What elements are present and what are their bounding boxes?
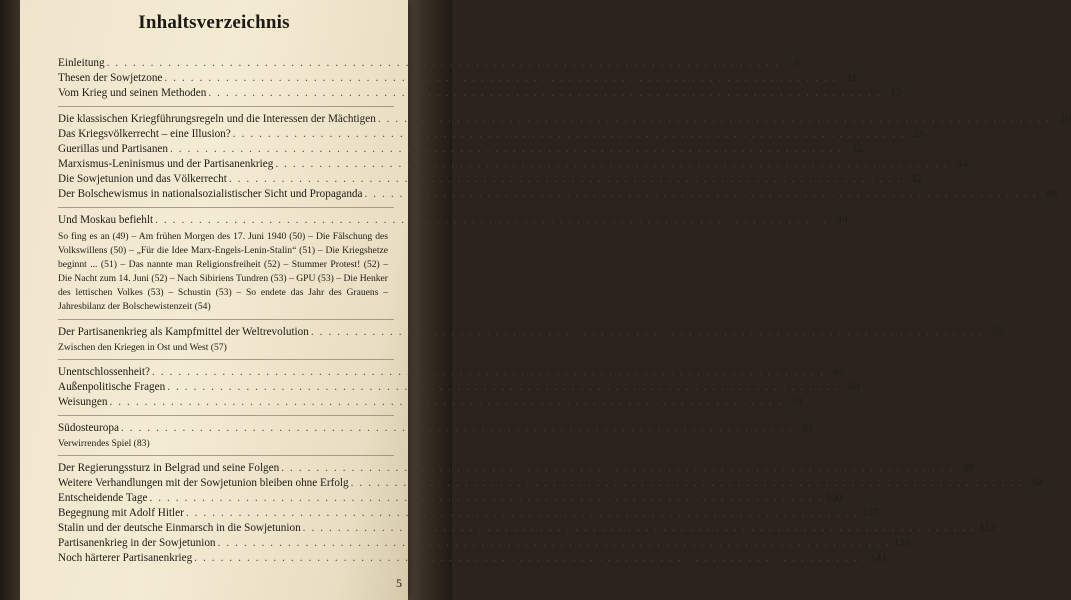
page-number: 5 (396, 576, 402, 590)
dot-leader (218, 536, 891, 551)
toc-entry-title: Noch härterer Partisanenkrieg (58, 552, 193, 564)
dot-leader (194, 551, 867, 566)
dot-leader (149, 491, 822, 506)
toc-entry[interactable] (58, 395, 803, 410)
toc-entry-page: 89 (962, 462, 974, 474)
dot-leader (311, 325, 984, 340)
dot-leader (233, 127, 906, 142)
toc-group (58, 56, 902, 101)
toc-entry-title: Der Partisanenkrieg als Kampfmittel der Weltrevolution (58, 326, 309, 338)
dot-leader (152, 365, 825, 380)
toc-entry-title: Und Moskau befiehlt (58, 214, 154, 226)
toc-entry[interactable] (58, 112, 1071, 127)
toc-entry-title: Südosteuropa (58, 422, 119, 434)
toc-entry[interactable] (58, 551, 887, 566)
toc-entry[interactable] (58, 365, 845, 380)
toc-entry-page: 112 (979, 522, 996, 534)
dot-leader (121, 421, 794, 436)
section-divider (58, 319, 394, 320)
toc-entry-page: 11 (846, 72, 858, 84)
toc-subtopics: Zwischen den Kriegen in Ost und West (57) (58, 342, 227, 353)
toc-entry-page: 9 (793, 57, 800, 69)
toc-entry-title: Entscheidende Tage (58, 492, 148, 504)
toc-entry-title: Begegnung mit Adolf Hitler (58, 507, 184, 519)
dot-leader (378, 112, 1051, 127)
toc-group (58, 213, 848, 314)
section-divider (58, 106, 394, 107)
toc-entry-page: 55 (992, 326, 1004, 338)
toc-entry[interactable] (58, 536, 911, 551)
toc-entry[interactable] (58, 380, 860, 395)
toc-entry-title: Die Sowjetunion und das Völkerrecht (58, 173, 227, 185)
toc-entry[interactable] (58, 142, 863, 157)
toc-group (58, 421, 814, 450)
toc-entry[interactable] (58, 127, 926, 142)
toc-entry-page: 62 (833, 366, 845, 378)
book-page (20, 0, 1071, 600)
dot-leader (229, 172, 902, 187)
toc-entry[interactable] (58, 56, 800, 71)
toc-entry-page: 78 (790, 396, 803, 408)
toc-entry-page: 49 (836, 214, 848, 226)
toc-entry-page: 13 (889, 87, 902, 99)
section-divider (58, 207, 394, 208)
toc-entry-title: Unentschlossenheit? (58, 366, 150, 378)
toc-entry-page: 81 (802, 422, 814, 434)
section-divider (58, 455, 394, 456)
dot-leader (303, 521, 976, 536)
toc-entry-title: Weitere Verhandlungen mit der Sowjetunion bleiben ohne Erfolg (58, 477, 349, 489)
table-of-contents (58, 56, 1071, 566)
toc-entry-title: Der Regierungssturz in Belgrad und seine Folgen (58, 462, 280, 474)
dot-leader (107, 56, 780, 71)
section-divider (58, 415, 394, 416)
toc-entry-title: Thesen der Sowjetzone (58, 72, 163, 84)
section-divider (58, 359, 394, 360)
dot-leader (164, 71, 837, 86)
toc-entry-page: 129 (893, 537, 911, 549)
dot-leader (167, 380, 840, 395)
toc-entry-title: Die klassischen Kriegführungsregeln und die Interessen der Mächtigen (58, 113, 376, 125)
toc-entry[interactable] (58, 172, 922, 187)
toc-group (58, 461, 1044, 566)
toc-entry-page: 34 (956, 158, 969, 170)
toc-entry[interactable] (58, 86, 902, 101)
toc-entry-page: 94 (1032, 477, 1044, 489)
toc-entry-title: Stalin und der deutsche Einmarsch in die Sowjetunion (58, 522, 301, 534)
toc-entry-page: 107 (861, 507, 879, 519)
toc-entry-title: Weisungen (58, 396, 108, 408)
toc-entry-title: Guerillas und Partisanen (58, 143, 168, 155)
toc-entry[interactable] (58, 213, 848, 228)
toc-entry-page: 32 (851, 143, 863, 155)
toc-entry[interactable] (58, 491, 843, 506)
toc-entry-page: 141 (870, 552, 887, 564)
toc-entry-title: Das Kriegsvölkerrecht – eine Illusion? (58, 128, 231, 140)
toc-entry-page: 46 (1046, 188, 1058, 200)
toc-entry[interactable] (58, 461, 974, 476)
toc-entry[interactable] (58, 521, 996, 536)
toc-entry[interactable] (58, 476, 1044, 491)
toc-subtopics: So fing es an (49) – Am frühen Morgen des 17. Juni 1940 (50) – Die Fälschung des Volkswillens (50) – „Für die Idee Marx-Engels-Lenin-Stalin“ (51) – Die Kriegshetze beginnt ... (51) – Das nannte man Religionsfreiheit (52) – Stummer Protest! (52) – Die Nacht zum 14. Juni (52) – Nach Sibiriens Tundren (53) – GPU (53) – Die Henker des lettischen Volkes (53) – Schustin (53) – So endete das Jahr des Grauens – Jahresbilanz der Bolschewistenzeit (54) (58, 231, 388, 312)
toc-entry-title: Außenpolitische Fragen (58, 381, 166, 393)
dot-leader (365, 187, 1038, 202)
dot-leader (208, 86, 881, 101)
page-title: Inhaltsverzeichnis (138, 12, 290, 33)
dot-leader (170, 142, 843, 157)
toc-entry-title: Einleitung (58, 57, 105, 69)
toc-group (58, 365, 860, 410)
dot-leader (109, 395, 782, 410)
toc-entry-page: 42 (910, 173, 922, 185)
toc-subtopics: Verwirrendes Spiel (83) (58, 438, 150, 449)
toc-entry-title: Der Bolschewismus in nationalsozialistischer Sicht und Propaganda (58, 188, 363, 200)
dot-leader (275, 157, 948, 172)
toc-entry-page: 69 (848, 381, 860, 393)
toc-entry-title: Vom Krieg und seinen Methoden (58, 87, 207, 99)
toc-entry[interactable] (58, 157, 969, 172)
toc-entry-title: Partisanenkrieg in der Sowjetunion (58, 537, 216, 549)
toc-group (58, 112, 1071, 202)
toc-entry-page: 100 (825, 492, 843, 504)
toc-entry[interactable] (58, 421, 814, 436)
dot-leader (186, 506, 859, 521)
dot-leader (351, 476, 1024, 491)
toc-entry-page: 20 (1059, 113, 1071, 125)
toc-entry-title: Marxismus-Leninismus und der Partisanenkrieg (58, 158, 274, 170)
toc-entry[interactable] (58, 325, 1004, 340)
toc-entry[interactable] (58, 506, 879, 521)
toc-group (58, 325, 1004, 354)
toc-entry[interactable] (58, 71, 858, 86)
dot-leader (155, 213, 828, 228)
toc-entry[interactable] (58, 187, 1058, 202)
toc-entry-page: 26 (914, 128, 926, 140)
dot-leader (281, 461, 954, 476)
